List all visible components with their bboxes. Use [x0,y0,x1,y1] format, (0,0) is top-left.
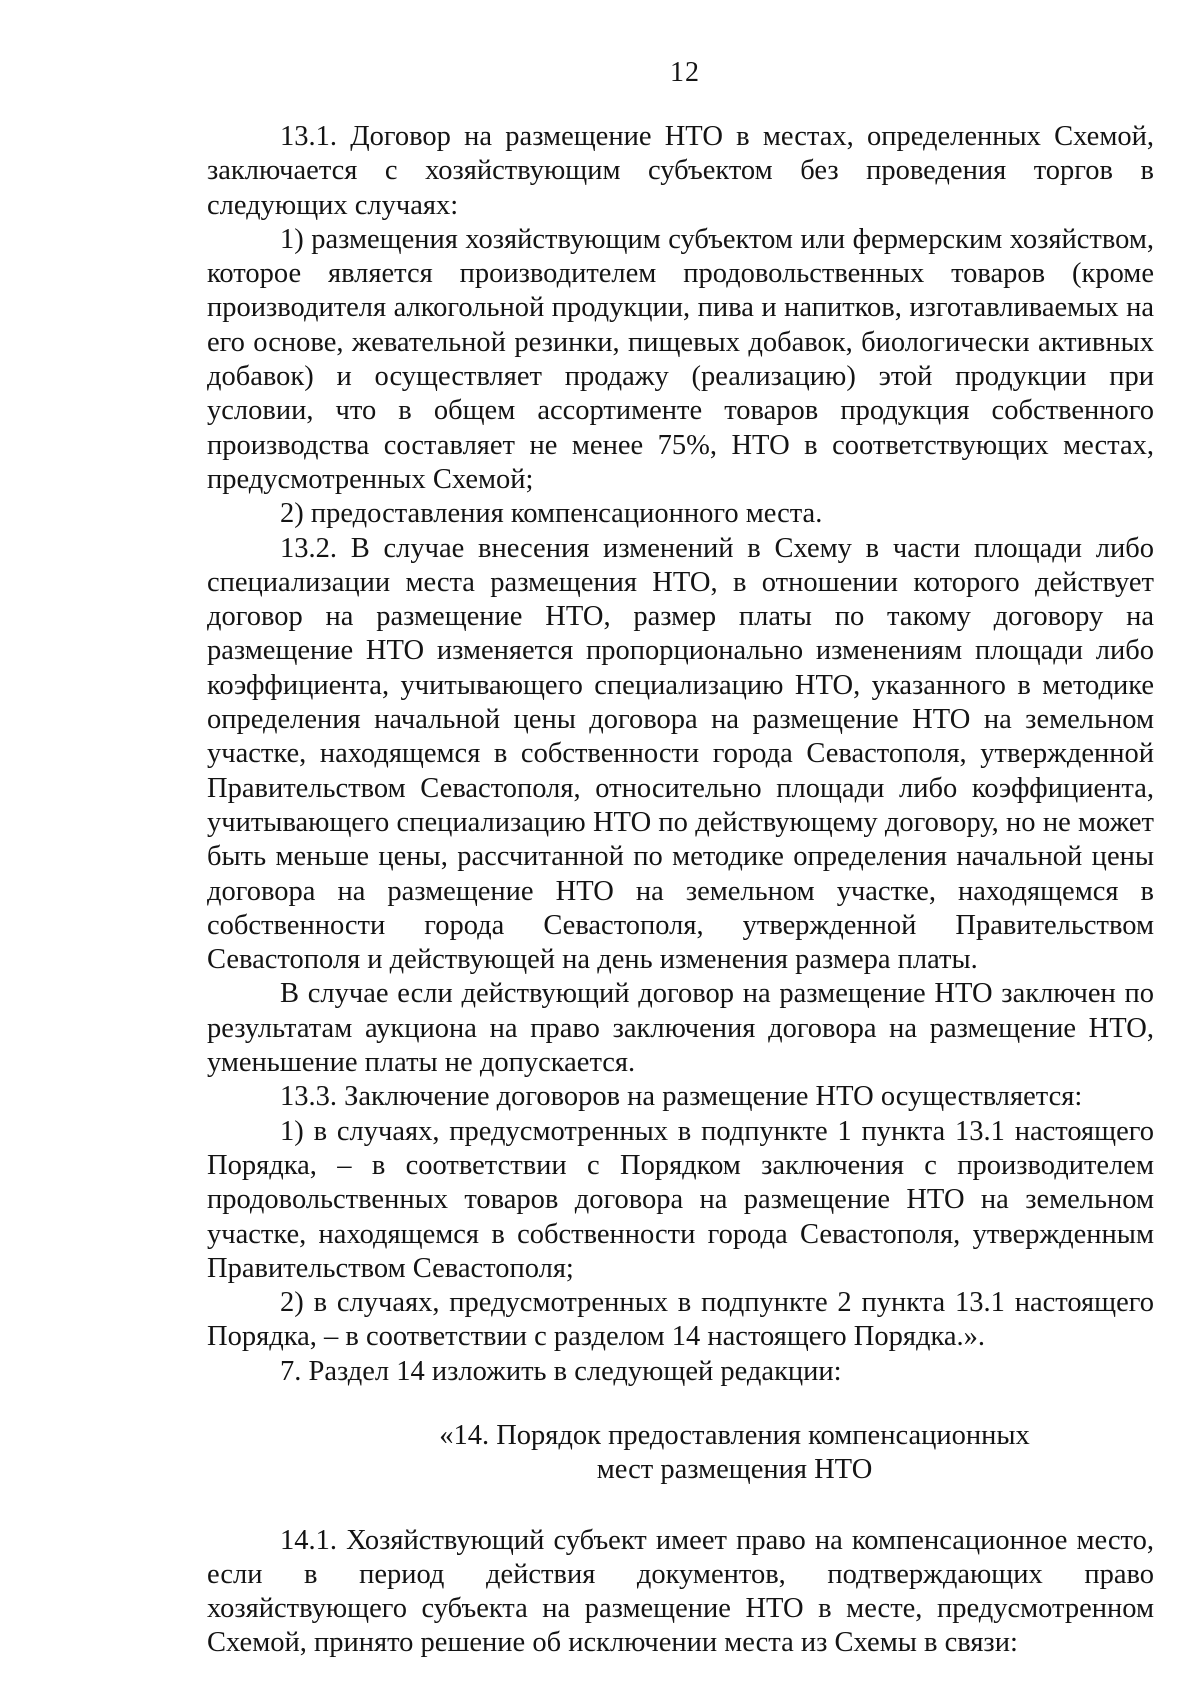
paragraph-13-1-item-2: 2) предоставления компенсационного места. [280,498,823,530]
paragraph-13-3: 13.3. Заключение договоров на размещение НТО осуществляется: [280,1081,1083,1113]
section-heading-line-2: мест размещения НТО [596,1454,873,1486]
paragraph-13-2-auction: В случае если действующий договор на размещение НТО заключен по результатам аукциона на право заключения договора на размещение НТО, уменьшение платы не допускается. [207,978,1154,1079]
paragraph-7-amendment: 7. Раздел 14 изложить в следующей редакции: [280,1355,842,1387]
document-body [207,120,1154,1661]
paragraph-13-1-item-1: 1) размещения хозяйствующим субъектом или фермерским хозяйством, которое является производителем продовольственных товаров (кроме производителя алкогольной продукции, пива и напитков, изготавливаемых на его основе, жевательной резинки, пищевых добавок, биологически активных добавок) и осуществляет продажу (реализацию) этой продукции при условии, что в общем ассортименте товаров продукция собственного производства составляет не менее 75%, НТО в соответствующих местах, предусмотренных Схемой; [207,223,1154,495]
section-heading-line-1: «14. Порядок предоставления компенсационных [439,1419,1030,1451]
paragraph-13-3-item-1: 1) в случаях, предусмотренных в подпункте 1 пункта 13.1 настоящего Порядка, – в соответствии с Порядком заключения с производителем продовольственных товаров договора на размещение НТО на земельном участке, находящемся в собственности города Севастополя, утвержденным Правительством Севастополя; [207,1115,1154,1284]
paragraph-13-1: 13.1. Договор на размещение НТО в местах, определенных Схемой, заключается с хозяйствующим субъектом без проведения торгов в следующих случаях: [207,121,1154,221]
paragraph-14-1: 14.1. Хозяйствующий субъект имеет право на компенсационное место, если в период действия документов, подтверждающих право хозяйствующего субъекта на размещение НТО в месте, предусмотренном Схемой, принято решение об исключении места из Схемы в связи: [207,1524,1154,1659]
paragraph-13-3-item-2: 2) в случаях, предусмотренных в подпункте 2 пункта 13.1 настоящего Порядка, – в соответствии с разделом 14 настоящего Порядка.». [207,1287,1154,1353]
paragraph-13-2: 13.2. В случае внесения изменений в Схему в части площади либо специализации места размещения НТО, в отношении которого действует договор на размещение НТО, размер платы по такому договору на размещение НТО изменяется пропорционально изменениям площади либо коэффициента, учитывающего специализацию НТО, указанного в методике определения начальной цены договора на размещение НТО на земельном участке, находящемся в собственности города Севастополя, утвержденной Правительством Севастополя, относительно площади либо коэффициента, учитывающего специализацию НТО по действующему договору, но не может быть меньше цены, рассчитанной по методике определения начальной цены договора на размещение НТО на земельном участке, находящемся в собственности города Севастополя, утвержденной Правительством Севастополя и действующей на день изменения размера платы. [207,532,1154,976]
section-14-heading [207,1419,1154,1488]
page-number: 12 [670,57,700,88]
